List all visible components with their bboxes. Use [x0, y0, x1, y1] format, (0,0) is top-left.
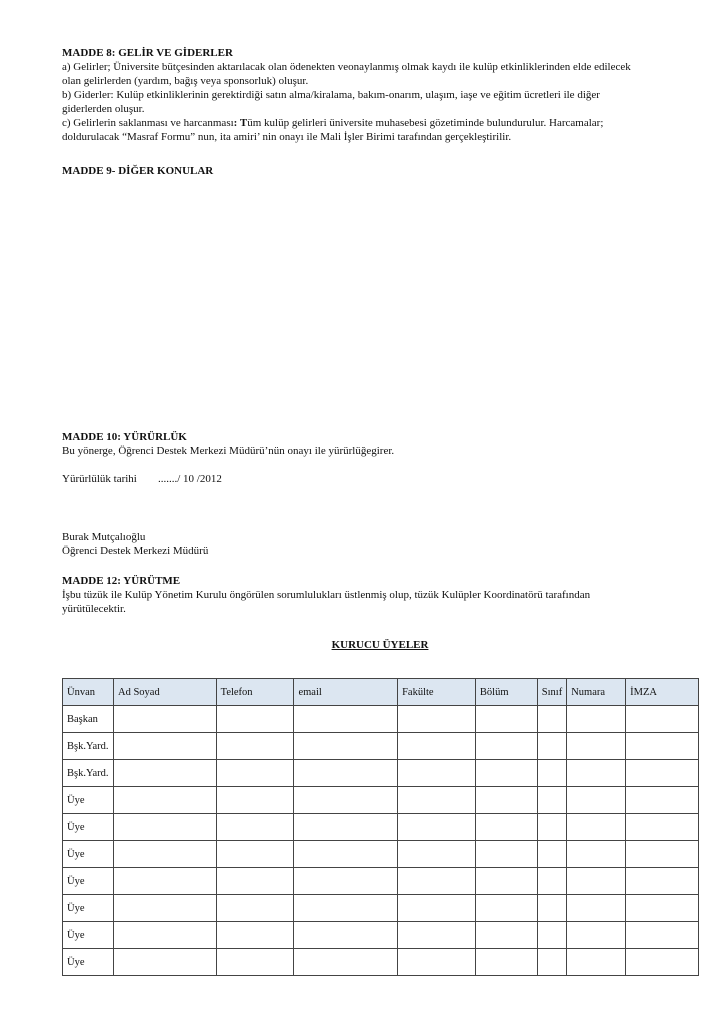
madde-8-c-bold: : T	[233, 117, 248, 129]
members-header-cell: Telefon	[216, 679, 294, 706]
members-table-row	[63, 706, 699, 733]
effective-date-label: Yürürlülük tarihi	[62, 473, 137, 485]
members-table-row	[63, 787, 699, 814]
members-table-row	[63, 949, 699, 976]
member-empty-cell[interactable]	[398, 841, 476, 868]
member-empty-cell[interactable]	[294, 841, 398, 868]
madde-10-line: Bu yönerge, Öğrenci Destek Merkezi Müdürü’nün onayı ile yürürlüğegirer.	[62, 445, 395, 457]
madde-8-line-6: doldurulacak “Masraf Formu” nun, ita amiri’ nin onayı ile Mali İşler Birimi tarafından gerçekleştirilir.	[62, 131, 512, 143]
member-empty-cell[interactable]	[294, 787, 398, 814]
members-table	[62, 678, 699, 976]
effective-date-value: ......./ 10 /2012	[158, 473, 222, 485]
members-header-cell: Fakülte	[398, 679, 476, 706]
member-empty-cell[interactable]	[216, 841, 294, 868]
members-table-row	[63, 841, 699, 868]
member-empty-cell[interactable]	[398, 787, 476, 814]
member-empty-cell[interactable]	[216, 868, 294, 895]
member-empty-cell[interactable]	[113, 760, 216, 787]
member-empty-cell[interactable]	[113, 895, 216, 922]
effective-date-row	[62, 472, 698, 486]
members-table-row	[63, 922, 699, 949]
member-empty-cell[interactable]	[567, 787, 626, 814]
member-title-cell: Başkan	[63, 706, 114, 733]
members-table-row	[63, 868, 699, 895]
member-empty-cell[interactable]	[537, 706, 566, 733]
members-title	[62, 638, 698, 652]
member-empty-cell[interactable]	[475, 706, 537, 733]
member-empty-cell[interactable]	[294, 949, 398, 976]
member-empty-cell[interactable]	[537, 949, 566, 976]
member-empty-cell[interactable]	[475, 760, 537, 787]
member-empty-cell[interactable]	[626, 949, 699, 976]
madde-12-line-2: yürütülecektir.	[62, 603, 126, 615]
section-madde-10	[62, 430, 698, 486]
madde-8-line-3: b) Giderler: Kulüp etkinliklerinin gerektirdiği satın alma/kiralama, bakım-onarım, ulaşım, iaşe ve eğitim ücretleri ile diğer	[62, 89, 600, 101]
member-title-cell: Üye	[63, 868, 114, 895]
member-empty-cell[interactable]	[398, 922, 476, 949]
madde-8-line-2: olan gelirlerden (yardım, bağış veya sponsorluk) oluşur.	[62, 75, 309, 87]
member-empty-cell[interactable]	[398, 706, 476, 733]
member-empty-cell[interactable]	[567, 895, 626, 922]
member-empty-cell[interactable]	[113, 949, 216, 976]
member-empty-cell[interactable]	[113, 733, 216, 760]
member-empty-cell[interactable]	[537, 760, 566, 787]
member-empty-cell[interactable]	[113, 868, 216, 895]
member-empty-cell[interactable]	[626, 706, 699, 733]
members-table-row	[63, 814, 699, 841]
member-empty-cell[interactable]	[216, 922, 294, 949]
member-empty-cell[interactable]	[537, 787, 566, 814]
member-empty-cell[interactable]	[626, 841, 699, 868]
madde-8-line-1: a) Gelirler; Üniversite bütçesinden aktarılacak olan ödenekten veonaylanmış olmak kaydı ile kulüp etkinliklerinden elde edilecek	[62, 61, 631, 73]
member-empty-cell[interactable]	[626, 787, 699, 814]
member-empty-cell[interactable]	[567, 949, 626, 976]
member-empty-cell[interactable]	[216, 760, 294, 787]
member-empty-cell[interactable]	[567, 841, 626, 868]
member-empty-cell[interactable]	[475, 895, 537, 922]
member-empty-cell[interactable]	[537, 895, 566, 922]
member-empty-cell[interactable]	[113, 922, 216, 949]
member-empty-cell[interactable]	[475, 949, 537, 976]
member-empty-cell[interactable]	[294, 868, 398, 895]
member-empty-cell[interactable]	[626, 895, 699, 922]
member-empty-cell[interactable]	[567, 814, 626, 841]
member-empty-cell[interactable]	[216, 733, 294, 760]
member-empty-cell[interactable]	[475, 868, 537, 895]
member-title-cell: Bşk.Yard.	[63, 733, 114, 760]
member-empty-cell[interactable]	[567, 760, 626, 787]
member-empty-cell[interactable]	[626, 922, 699, 949]
member-empty-cell[interactable]	[398, 868, 476, 895]
member-empty-cell[interactable]	[398, 733, 476, 760]
member-empty-cell[interactable]	[216, 787, 294, 814]
members-header-cell: Sınıf	[537, 679, 566, 706]
member-empty-cell[interactable]	[113, 706, 216, 733]
member-empty-cell[interactable]	[475, 922, 537, 949]
members-header-cell: Bölüm	[475, 679, 537, 706]
member-empty-cell[interactable]	[537, 868, 566, 895]
members-header-cell: email	[294, 679, 398, 706]
members-header-row	[63, 679, 699, 706]
members-title-text: KURUCU ÜYELER	[331, 639, 429, 651]
members-header-cell: İMZA	[626, 679, 699, 706]
members-header-cell: Ünvan	[63, 679, 114, 706]
madde-8-c-rest: üm kulüp gelirleri üniversite muhasebesi gözetiminde bulundurulur. Harcamalar;	[247, 117, 604, 129]
member-title-cell: Üye	[63, 841, 114, 868]
member-empty-cell[interactable]	[626, 814, 699, 841]
madde-8-line-5	[62, 116, 702, 130]
member-empty-cell[interactable]	[398, 760, 476, 787]
member-title-cell: Üye	[63, 787, 114, 814]
member-empty-cell[interactable]	[294, 733, 398, 760]
member-empty-cell[interactable]	[398, 949, 476, 976]
member-empty-cell[interactable]	[626, 733, 699, 760]
member-empty-cell[interactable]	[537, 841, 566, 868]
member-empty-cell[interactable]	[113, 841, 216, 868]
members-table-row	[63, 895, 699, 922]
member-empty-cell[interactable]	[294, 706, 398, 733]
madde-12-line-1: İşbu tüzük ile Kulüp Yönetim Kurulu öngörülen sorumlulukları üstlenmiş olup, tüzük Kulüpler Koordinatörü tarafından	[62, 589, 591, 601]
member-empty-cell[interactable]	[537, 922, 566, 949]
member-empty-cell[interactable]	[216, 895, 294, 922]
member-empty-cell[interactable]	[216, 949, 294, 976]
member-empty-cell[interactable]	[626, 760, 699, 787]
members-header-cell: Ad Soyad	[113, 679, 216, 706]
member-empty-cell[interactable]	[475, 814, 537, 841]
member-title-cell: Üye	[63, 895, 114, 922]
member-empty-cell[interactable]	[567, 733, 626, 760]
member-empty-cell[interactable]	[294, 895, 398, 922]
member-title-cell: Üye	[63, 949, 114, 976]
madde-9-title: MADDE 9- DİĞER KONULAR	[62, 165, 214, 177]
member-empty-cell[interactable]	[113, 814, 216, 841]
member-empty-cell[interactable]	[537, 814, 566, 841]
member-title-cell: Bşk.Yard.	[63, 760, 114, 787]
member-empty-cell[interactable]	[113, 787, 216, 814]
member-empty-cell[interactable]	[567, 922, 626, 949]
member-empty-cell[interactable]	[475, 733, 537, 760]
member-empty-cell[interactable]	[537, 733, 566, 760]
members-table-row	[63, 760, 699, 787]
member-empty-cell[interactable]	[475, 787, 537, 814]
members-table-row	[63, 733, 699, 760]
member-empty-cell[interactable]	[475, 841, 537, 868]
members-header-cell: Numara	[567, 679, 626, 706]
member-title-cell: Üye	[63, 922, 114, 949]
member-empty-cell[interactable]	[398, 814, 476, 841]
section-madde-12	[62, 574, 698, 616]
signature-role: Öğrenci Destek Merkezi Müdürü	[62, 545, 209, 557]
madde-12-title: MADDE 12: YÜRÜTME	[62, 575, 181, 587]
madde-8-title: MADDE 8: GELİR VE GİDERLER	[62, 47, 233, 59]
member-empty-cell[interactable]	[567, 868, 626, 895]
signature-name: Burak Mutçalıoğlu	[62, 531, 146, 543]
member-empty-cell[interactable]	[294, 922, 398, 949]
member-title-cell: Üye	[63, 814, 114, 841]
member-empty-cell[interactable]	[294, 814, 398, 841]
member-empty-cell[interactable]	[398, 895, 476, 922]
member-empty-cell[interactable]	[216, 706, 294, 733]
madde-8-c-prefix: c) Gelirlerin saklanması ve harcanması	[62, 117, 234, 129]
signature-block	[62, 530, 698, 558]
madde-8-line-4: giderlerden oluşur.	[62, 103, 145, 115]
section-madde-8	[62, 46, 702, 144]
madde-10-title: MADDE 10: YÜRÜRLÜK	[62, 431, 187, 443]
member-empty-cell[interactable]	[294, 760, 398, 787]
member-empty-cell[interactable]	[216, 814, 294, 841]
member-empty-cell[interactable]	[567, 706, 626, 733]
member-empty-cell[interactable]	[626, 868, 699, 895]
